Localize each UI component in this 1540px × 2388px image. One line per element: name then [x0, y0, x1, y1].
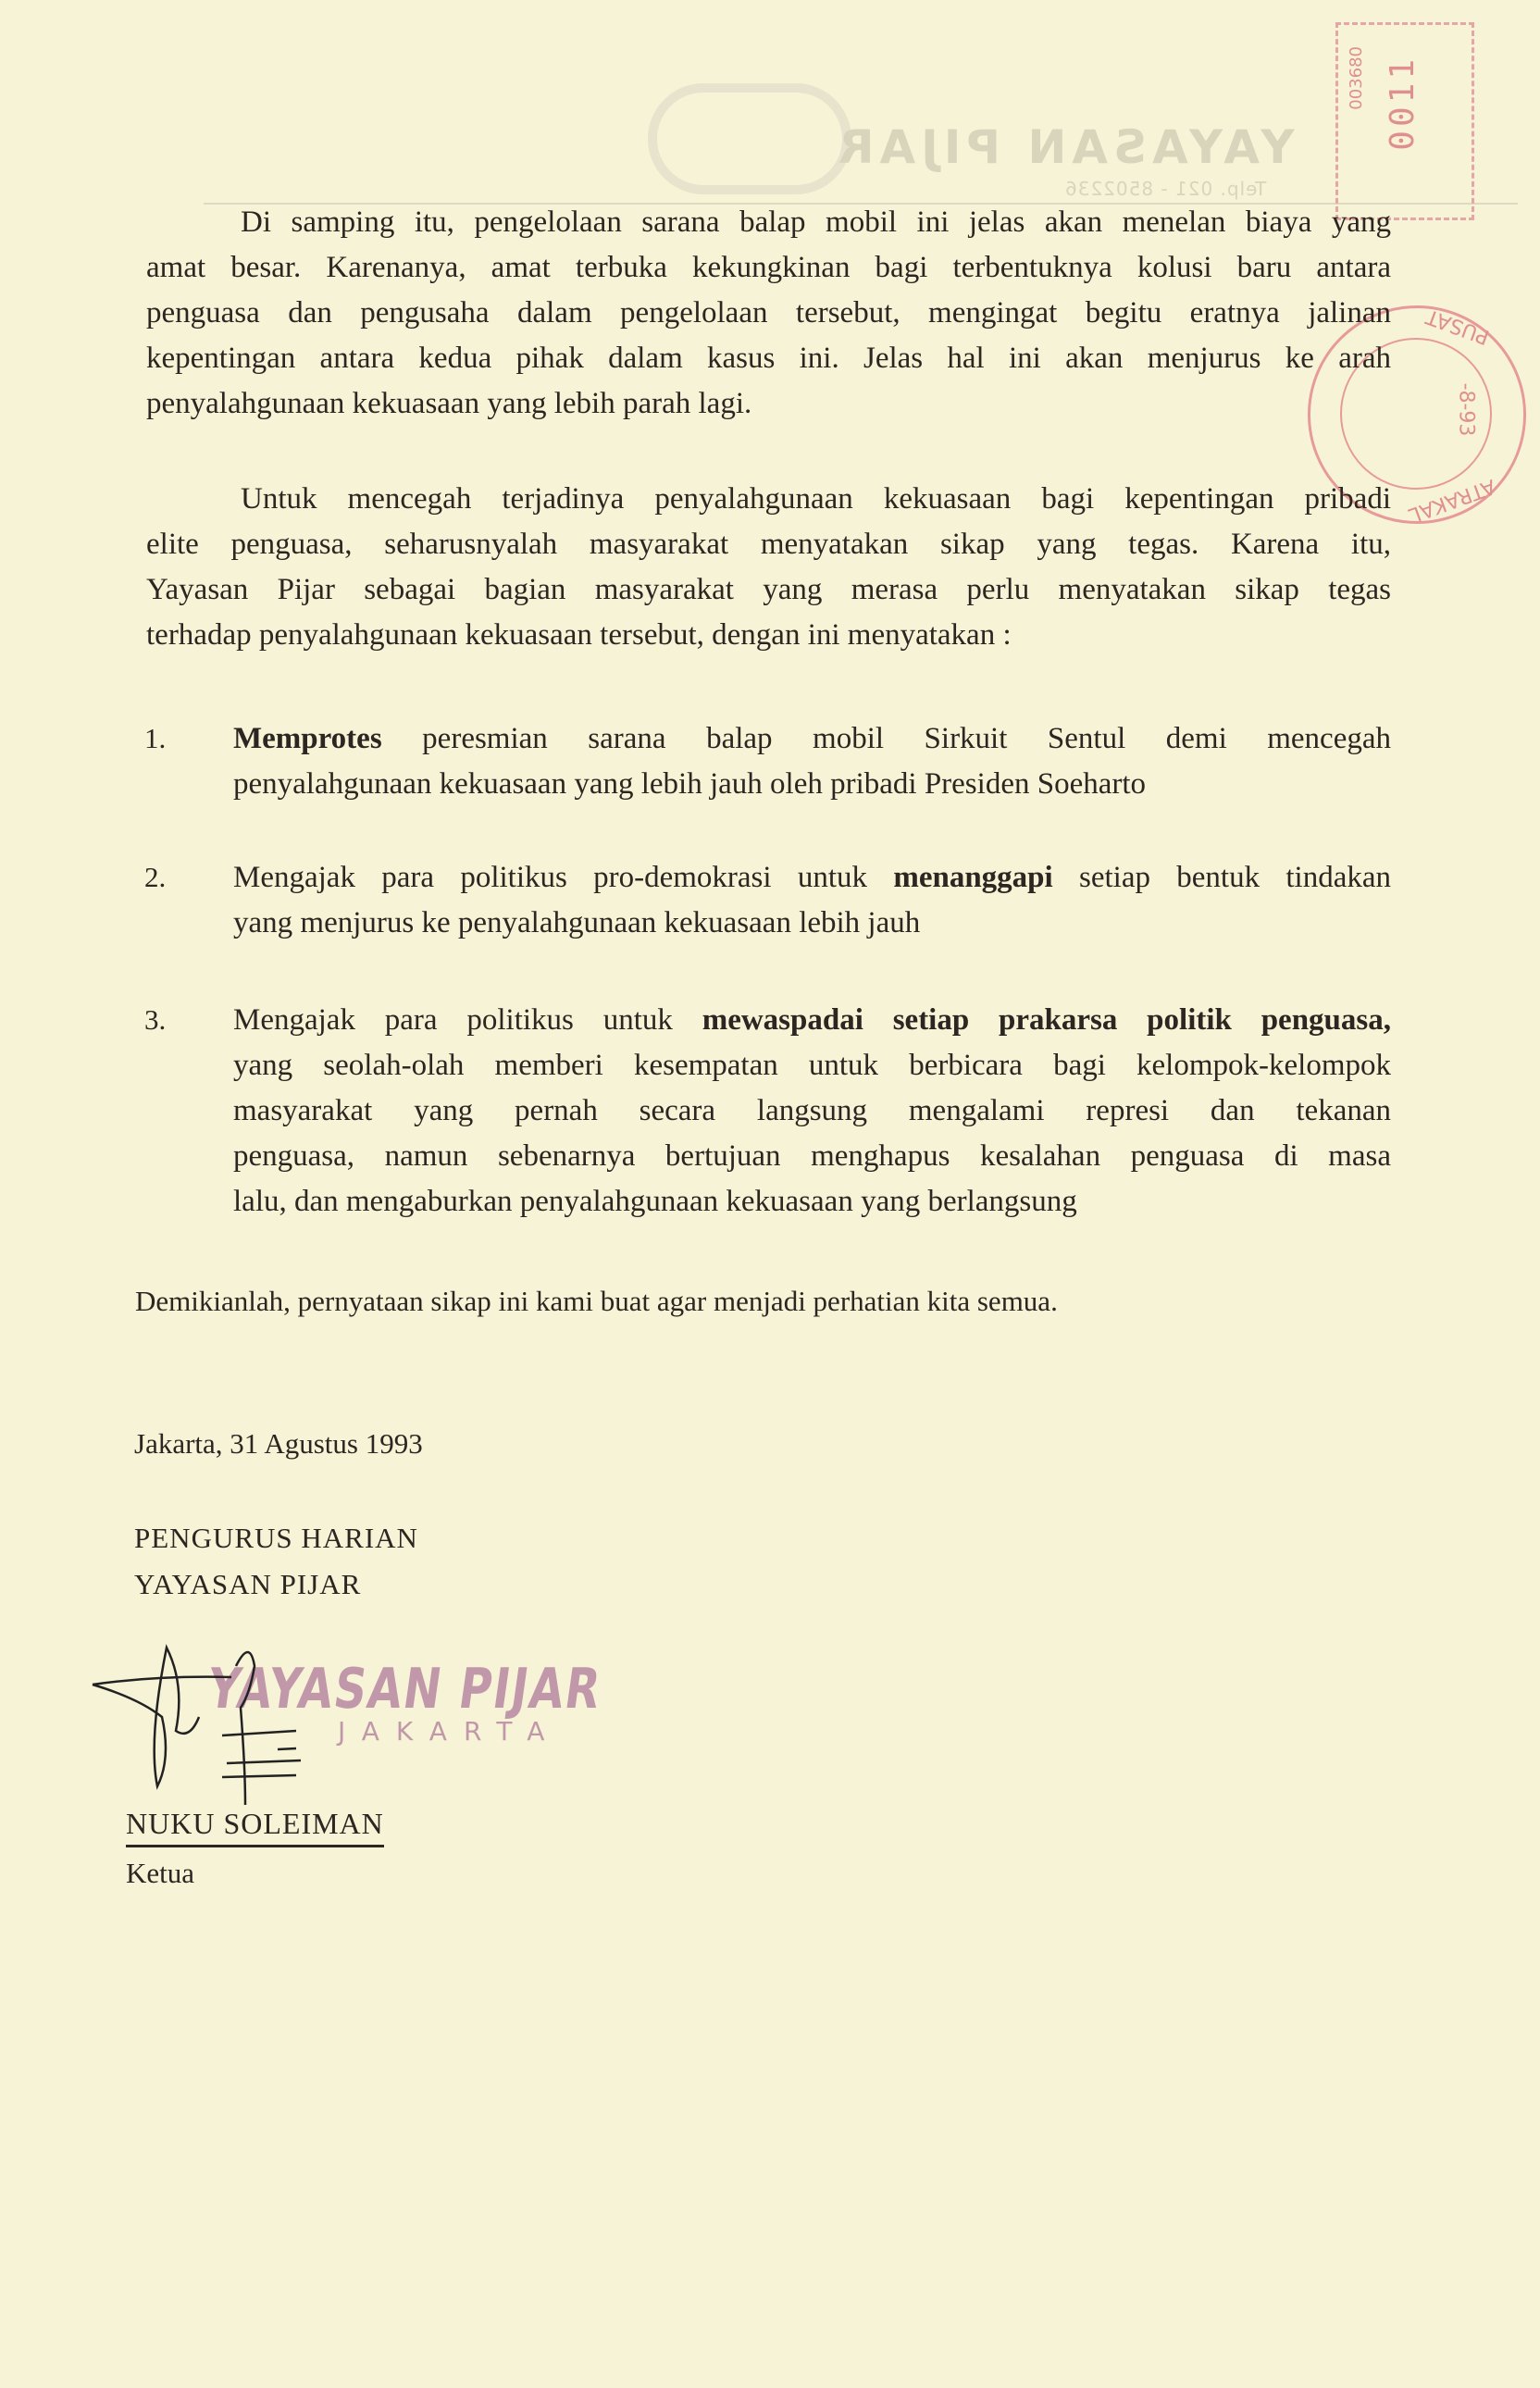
postmark-date: -8-93: [1454, 382, 1478, 437]
letterhead-phone: Telp. 021 - 8502236: [1064, 178, 1267, 200]
paragraph-line: penguasa dan pengusaha dalam pengelolaan tersebut, mengingat begitu eratnya jalinan: [146, 296, 1391, 330]
list-item-number: 2.: [144, 861, 167, 893]
letterhead-rule: [204, 203, 1518, 205]
org-line-2: YAYASAN PIJAR: [134, 1568, 362, 1600]
emphasis-text: menanggapi: [893, 861, 1053, 894]
list-item-line: [233, 861, 1391, 895]
list-item-line: [233, 1003, 1391, 1038]
list-item-line: [233, 1094, 1391, 1128]
letterhead-bleed-through: YAYASAN PIJAR: [833, 120, 1295, 174]
org-line-1: PENGURUS HARIAN: [134, 1522, 418, 1554]
postmark-top: PUSAT: [1422, 304, 1493, 349]
letterhead-logo: [648, 83, 851, 194]
list-item-text: Mengajak para politikus pro-demokrasi untuk: [233, 861, 894, 894]
list-item-text: lalu, dan mengaburkan penyalahgunaan kekuasaan yang berlangsung: [233, 1185, 1077, 1218]
list-item-text: Mengajak para politikus untuk: [233, 1003, 702, 1037]
list-item-text: masyarakat yang pernah secara langsung mengalami represi dan tekanan: [233, 1094, 1391, 1127]
list-item-line: [233, 1139, 1391, 1174]
signature: [83, 1629, 389, 1814]
list-item-line: [233, 722, 1391, 756]
paragraph-line: terhadap penyalahgunaan kekuasaan tersebut, dengan ini menyatakan :: [146, 618, 1012, 652]
list-item-number: 3.: [144, 1003, 167, 1036]
paragraph-line: elite penguasa, seharusnyalah masyarakat menyatakan sikap yang tegas. Karena itu,: [146, 528, 1391, 561]
paragraph-line: amat besar. Karenanya, amat terbuka kekungkinan bagi terbentuknya kolusi baru antara: [146, 251, 1391, 284]
list-item-number: 1.: [144, 722, 167, 754]
seal-line-2: JAKARTA: [338, 1716, 562, 1747]
list-item-text: yang menjurus ke penyalahgunaan kekuasaan lebih jauh: [233, 906, 921, 939]
paragraph-line: Yayasan Pijar sebagai bagian masyarakat yang merasa perlu menyatakan sikap tegas: [146, 573, 1391, 606]
list-item-text: peresmian sarana balap mobil Sirkuit Sentul demi mencegah: [381, 722, 1391, 755]
list-item-line: [233, 1049, 1391, 1083]
paragraph-line: kepentingan antara kedua pihak dalam kasus ini. Jelas hal ini akan menjurus ke arah: [146, 342, 1391, 375]
postmark-bottom: ATRAKAL: [1405, 474, 1498, 527]
list-item-text: yang seolah-olah memberi kesempatan untuk berbicara bagi kelompok-kelompok: [233, 1049, 1391, 1082]
list-item-line: [233, 1185, 1391, 1219]
place-date: Jakarta, 31 Agustus 1993: [134, 1427, 423, 1460]
postage-meter-value: 0011: [1384, 56, 1422, 151]
emphasis-text: Memprotes: [233, 722, 382, 755]
signatory-title: Ketua: [126, 1857, 195, 1889]
list-item-text: setiap bentuk tindakan: [1052, 861, 1391, 894]
emphasis-text: mewaspadai setiap prakarsa politik penguasa,: [702, 1003, 1392, 1037]
postage-meter-code: 003680: [1347, 46, 1366, 110]
closing-text: Demikianlah, pernyataan sikap ini kami buat agar menjadi perhatian kita semua.: [135, 1285, 1058, 1317]
seal-line-1: YAYASAN PIJAR: [204, 1657, 606, 1722]
paragraph-line: penyalahgunaan kekuasaan yang lebih parah lagi.: [146, 387, 752, 420]
paragraph-line: Di samping itu, pengelolaan sarana balap mobil ini jelas akan menelan biaya yang: [241, 205, 1391, 239]
list-item-line: [233, 767, 1391, 802]
list-item-line: [233, 906, 1391, 940]
signatory-name: NUKU SOLEIMAN: [126, 1807, 384, 1847]
list-item-text: penguasa, namun sebenarnya bertujuan menghapus kesalahan penguasa di masa: [233, 1139, 1391, 1173]
list-item-text: penyalahgunaan kekuasaan yang lebih jauh oleh pribadi Presiden Soeharto: [233, 767, 1147, 801]
paragraph-line: Untuk mencegah terjadinya penyalahgunaan kekuasaan bagi kepentingan pribadi: [241, 482, 1391, 516]
